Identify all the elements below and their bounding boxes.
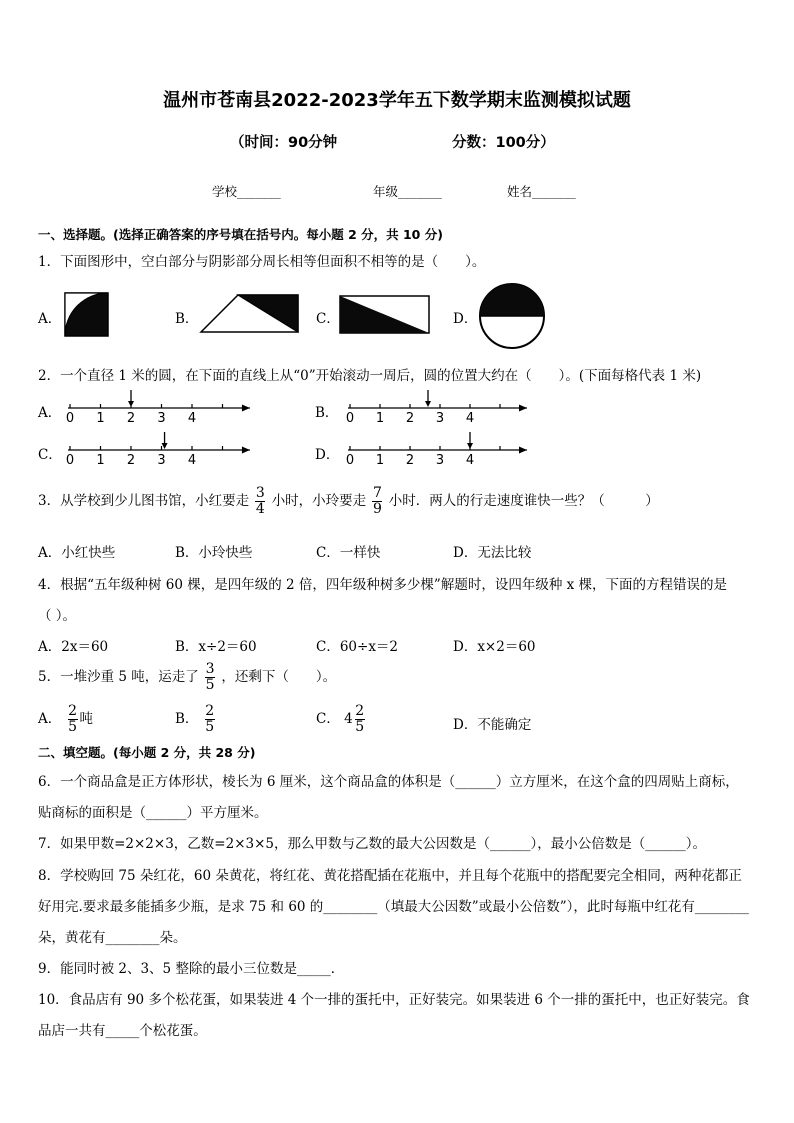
q4-option-b: B．x÷2＝60 — [175, 639, 257, 655]
section-heading-choice: 一、选择题。(选择正确答案的序号填在括号内。每小题 2 分，共 10 分) — [38, 227, 443, 242]
numerator: 2 — [205, 703, 215, 719]
q1-figure-b — [200, 294, 300, 334]
question-1: 1．下面图形中，空白部分与阴影部分周长相等但面积不相等的是（ ）。 — [38, 254, 486, 270]
option-label: C． — [316, 711, 340, 727]
tick-label: 3 — [435, 411, 445, 426]
question-7: 7．如果甲数=2×2×3，乙数=2×3×5，那么甲数与乙数的最大公因数是（______），最小公倍数是（______）。 — [38, 836, 706, 852]
tick-label: 3 — [157, 453, 166, 468]
denominator: 5 — [68, 719, 77, 735]
q1-option-d-label: D． — [453, 311, 478, 327]
tick-label: 2 — [405, 453, 415, 468]
position-arrowhead — [128, 401, 134, 407]
option-label: A． — [38, 711, 62, 727]
question-8-line-3: 朵，黄花有________朵。 — [38, 930, 187, 946]
section-heading-fill: 二、填空题。(每小题 2 分，共 28 分) — [38, 745, 256, 760]
q3-fraction-2 — [372, 486, 382, 517]
tick-label: 4 — [187, 453, 197, 468]
numerator: 3 — [255, 485, 265, 501]
question-10-line-2: 品店一共有_____个松花蛋。 — [38, 1023, 207, 1039]
denominator: 5 — [205, 677, 215, 693]
q2-number-line-b — [338, 388, 538, 428]
tick-label: 3 — [435, 453, 445, 468]
q2-option-a-label: A． — [38, 405, 62, 421]
numerator: 3 — [205, 661, 215, 677]
tick-label: 4 — [465, 411, 475, 426]
tick-label: 3 — [157, 411, 166, 426]
tick-label: 1 — [96, 411, 105, 426]
q2-option-b-label: B． — [315, 405, 339, 421]
q1-option-a-label: A． — [38, 311, 62, 327]
q3-option-c: C．一样快 — [316, 545, 381, 561]
unit: 吨 — [79, 711, 94, 727]
whole-number: 4 — [344, 711, 353, 727]
tick-label: 0 — [65, 453, 75, 468]
q1-figure-a — [64, 292, 110, 338]
position-arrowhead — [467, 443, 473, 449]
q5-option-b — [175, 704, 217, 735]
tick-label: 1 — [375, 411, 385, 426]
q1-figure-c — [339, 295, 431, 335]
question-6-line-1: 6．一个商品盒是正方体形状，棱长为 6 厘米，这个商品盒的体积是（______）立方厘米，在这个盒的四周贴上商标， — [38, 774, 739, 790]
axis-arrowhead — [242, 447, 250, 454]
exam-time: （时间：90分钟 — [230, 135, 338, 151]
name-field[interactable]: 姓名_______ — [507, 184, 576, 199]
numerator: 2 — [355, 703, 365, 719]
q3-fraction-1 — [255, 486, 265, 517]
q5-option-c — [316, 704, 367, 735]
question-10-line-1: 10．食品店有 90 多个松花蛋，如果装进 4 个一排的蛋托中，正好装完。如果装进 6 个一排的蛋托中，也正好装完。食 — [38, 992, 750, 1008]
tick-label: 0 — [345, 453, 355, 468]
q5-text-2: ，还剩下（ ）。 — [221, 669, 337, 685]
denominator: 9 — [373, 501, 382, 517]
q5-option-d: D．不能确定 — [453, 717, 532, 733]
q5-text-1: 5．一堆沙重 5 吨，运走了 — [38, 669, 199, 685]
q3-option-a: A．小红快些 — [38, 545, 116, 561]
denominator: 4 — [255, 501, 265, 517]
q4-option-c: C．60÷x＝2 — [316, 639, 399, 655]
axis-arrowhead — [519, 447, 527, 454]
question-9: 9．能同时被 2、3、5 整除的最小三位数是_____． — [38, 961, 345, 977]
q4-option-a: A．2x＝60 — [38, 639, 109, 655]
numerator: 2 — [68, 703, 77, 719]
question-4-line-2: （ ）。 — [38, 608, 77, 624]
question-8-line-1: 8．学校购回 75 朵红花，60 朵黄花，将红花、黄花搭配插在花瓶中，并且每个花瓶中的搭配要完全相同，两种花都正 — [38, 868, 742, 884]
q5-option-b-fraction — [205, 704, 215, 735]
tick-label: 1 — [375, 453, 385, 468]
question-6-line-2: 贴商标的面积是（______）平方厘米。 — [38, 805, 268, 821]
denominator: 5 — [355, 719, 365, 735]
position-arrowhead — [162, 443, 168, 449]
question-3 — [38, 486, 659, 517]
q5-option-c-fraction — [355, 704, 365, 735]
tick-label: 1 — [96, 453, 105, 468]
tick-label: 4 — [465, 453, 475, 468]
school-field[interactable]: 学校_______ — [212, 184, 281, 199]
question-2: 2．一个直径 1 米的圆，在下面的直线上从“0”开始滚动一周后，圆的位置大约在（ ）。(下面每格代表 1 米) — [38, 368, 702, 384]
axis-arrowhead — [519, 405, 527, 412]
q5-option-a-fraction — [68, 704, 78, 735]
q3-option-b: B．小玲快些 — [175, 545, 253, 561]
tick-label: 0 — [65, 411, 75, 426]
q1-option-b-label: B． — [175, 311, 199, 327]
tick-label: 2 — [405, 411, 415, 426]
q3-option-d: D．无法比较 — [453, 545, 532, 561]
q3-text-3: 小时．两人的行走速度谁快一些？（ ） — [388, 493, 659, 509]
grade-field[interactable]: 年级_______ — [373, 184, 442, 199]
question-5 — [38, 662, 336, 693]
option-label: B． — [175, 711, 199, 727]
tick-label: 4 — [187, 411, 197, 426]
tick-label: 2 — [126, 411, 136, 426]
q2-option-c-label: C． — [38, 447, 62, 463]
numerator: 7 — [373, 485, 382, 501]
axis-arrowhead — [242, 405, 250, 412]
q2-number-line-a — [60, 388, 260, 428]
q4-option-d: D．x×2＝60 — [453, 639, 536, 655]
q5-fraction — [205, 662, 215, 693]
position-arrowhead — [425, 401, 431, 407]
page-title: 温州市苍南县2022-2023学年五下数学期末监测模拟试题 — [163, 90, 631, 111]
q2-option-d-label: D． — [315, 447, 340, 463]
question-8-line-2: 好用完.要求最多能插多少瓶，是求 75 和 60 的________（填最大公因数”或最小公倍数”），此时每瓶中红花有________ — [38, 899, 749, 915]
q2-number-line-d — [338, 430, 538, 470]
q1-figure-d — [478, 282, 546, 350]
question-4-line-1: 4．根据“五年级种树 60 棵，是四年级的 2 倍，四年级种树多少棵”解题时，设四年级种 x 棵，下面的方程错误的是 — [38, 577, 728, 593]
q2-number-line-c — [60, 430, 260, 470]
exam-score: 分数：100分） — [452, 135, 555, 151]
q3-text-1: 3．从学校到少儿图书馆，小红要走 — [38, 493, 250, 509]
tick-label: 0 — [345, 411, 355, 426]
tick-label: 2 — [126, 453, 136, 468]
q1-option-c-label: C． — [316, 311, 340, 327]
q5-option-a — [38, 704, 93, 735]
denominator: 5 — [205, 719, 215, 735]
q3-text-2: 小时，小玲要走 — [271, 493, 367, 509]
